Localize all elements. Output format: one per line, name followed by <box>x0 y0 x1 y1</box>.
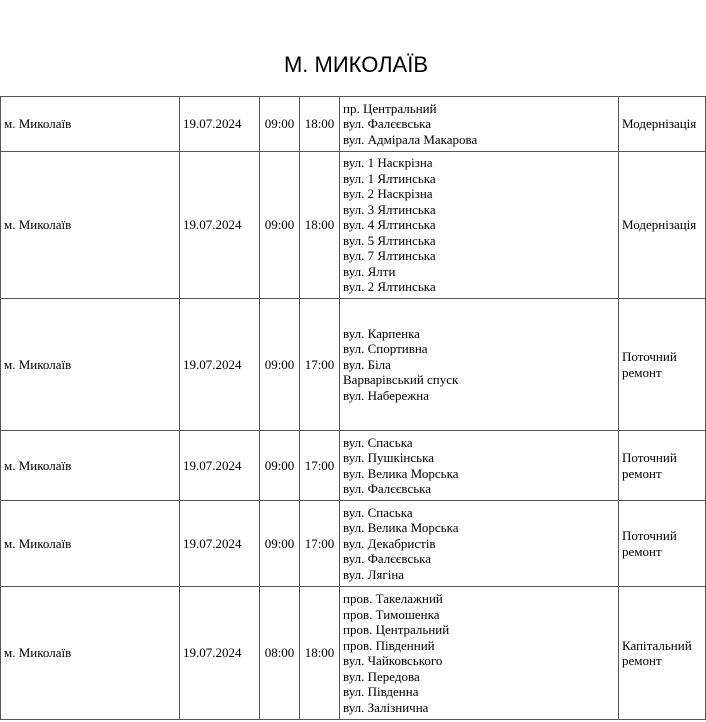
date-cell: 19.07.2024 <box>180 152 260 299</box>
page-title: М. МИКОЛАЇВ <box>283 52 429 77</box>
table-row <box>1 431 706 501</box>
street-name: вул. 2 Наскрізна <box>343 186 433 202</box>
work-type-text: Модернізація <box>622 217 697 233</box>
work-type-text: Поточний <box>622 349 677 364</box>
street-name: вул. 4 Ялтинська <box>343 217 436 233</box>
work-type-text: ремонт <box>622 465 662 481</box>
start-time-cell: 09:00 <box>260 299 300 431</box>
street-name: вул. Фалєєвська <box>343 551 432 567</box>
start-time-cell: 08:00 <box>260 587 300 720</box>
street-name: вул. Чайковського <box>343 653 443 668</box>
street-name: пров. Такелажний <box>343 591 443 606</box>
work-type-text: Модернізація <box>622 116 697 132</box>
start-time-cell: 09:00 <box>260 431 300 501</box>
street-name: вул. Спортивна <box>343 341 428 357</box>
streets-cell <box>340 587 619 720</box>
street-name: вул. Залізнична <box>343 699 429 715</box>
start-time-cell: 09:00 <box>260 97 300 152</box>
city-cell: м. Миколаїв <box>1 299 180 431</box>
street-name: пров. Тимошенка <box>343 606 440 622</box>
streets-cell <box>340 431 619 501</box>
table-row <box>1 587 706 720</box>
work-type-cell <box>619 501 706 587</box>
street-name: вул. Декабристів <box>343 535 436 551</box>
street-name: вул. Фалєєвська <box>343 116 432 132</box>
work-type-cell <box>619 97 706 152</box>
city-cell: м. Миколаїв <box>1 501 180 587</box>
street-name: Варварівський спуск <box>343 372 459 388</box>
street-name: пр. Центральний <box>343 100 437 116</box>
street-name: вул. Карпенка <box>343 325 420 341</box>
work-type-text: Поточний <box>622 528 677 543</box>
street-name: вул. 7 Ялтинська <box>343 248 436 264</box>
streets-cell <box>340 299 619 431</box>
street-name: вул. Ялти <box>343 263 396 279</box>
street-name: пров. Південний <box>343 637 435 653</box>
end-time-cell: 18:00 <box>300 587 340 720</box>
date-cell: 19.07.2024 <box>180 299 260 431</box>
street-name: вул. Південна <box>343 684 419 699</box>
street-name: вул. 1 Наскрізна <box>343 155 433 171</box>
street-name: вул. Адмірала Макарова <box>343 131 478 147</box>
street-name: вул. 1 Ялтинська <box>343 170 436 186</box>
streets-cell <box>340 97 619 152</box>
table-row <box>1 97 706 152</box>
start-time-cell: 09:00 <box>260 152 300 299</box>
outage-schedule-table <box>0 96 706 720</box>
end-time-cell: 17:00 <box>300 299 340 431</box>
date-cell: 19.07.2024 <box>180 587 260 720</box>
streets-cell <box>340 501 619 587</box>
start-time-cell: 09:00 <box>260 501 300 587</box>
street-name: вул. Велика Морська <box>343 465 459 481</box>
end-time-cell: 17:00 <box>300 431 340 501</box>
street-name: вул. Біла <box>343 356 391 372</box>
street-name: вул. Передова <box>343 668 420 684</box>
work-type-text: Капітальний <box>622 637 692 653</box>
city-cell: м. Миколаїв <box>1 97 180 152</box>
street-name: вул. Пушкінська <box>343 450 434 465</box>
street-name: вул. Велика Морська <box>343 520 459 536</box>
date-cell: 19.07.2024 <box>180 501 260 587</box>
street-name: вул. 5 Ялтинська <box>343 232 436 248</box>
work-type-cell <box>619 152 706 299</box>
street-name: вул. Спаська <box>343 434 413 450</box>
end-time-cell: 17:00 <box>300 501 340 587</box>
street-name: вул. Набережна <box>343 387 429 403</box>
street-name: вул. Фалєєвська <box>343 481 432 496</box>
street-name: вул. Лягіна <box>343 566 405 582</box>
work-type-text: ремонт <box>622 543 662 559</box>
end-time-cell: 18:00 <box>300 97 340 152</box>
date-cell: 19.07.2024 <box>180 431 260 501</box>
work-type-cell <box>619 299 706 431</box>
city-cell: м. Миколаїв <box>1 152 180 299</box>
work-type-text: ремонт <box>622 364 662 380</box>
work-type-text: Поточний <box>622 450 677 465</box>
work-type-cell <box>619 431 706 501</box>
table-row <box>1 501 706 587</box>
date-cell: 19.07.2024 <box>180 97 260 152</box>
work-type-text: ремонт <box>622 653 662 668</box>
city-cell: м. Миколаїв <box>1 587 180 720</box>
table-row <box>1 299 706 431</box>
streets-cell <box>340 152 619 299</box>
street-name: вул. Спаська <box>343 504 413 520</box>
table-row <box>1 152 706 299</box>
end-time-cell: 18:00 <box>300 152 340 299</box>
street-name: вул. 2 Ялтинська <box>343 279 436 295</box>
work-type-cell <box>619 587 706 720</box>
street-name: пров. Центральний <box>343 622 450 637</box>
city-cell: м. Миколаїв <box>1 431 180 501</box>
street-name: вул. 3 Ялтинська <box>343 201 436 217</box>
